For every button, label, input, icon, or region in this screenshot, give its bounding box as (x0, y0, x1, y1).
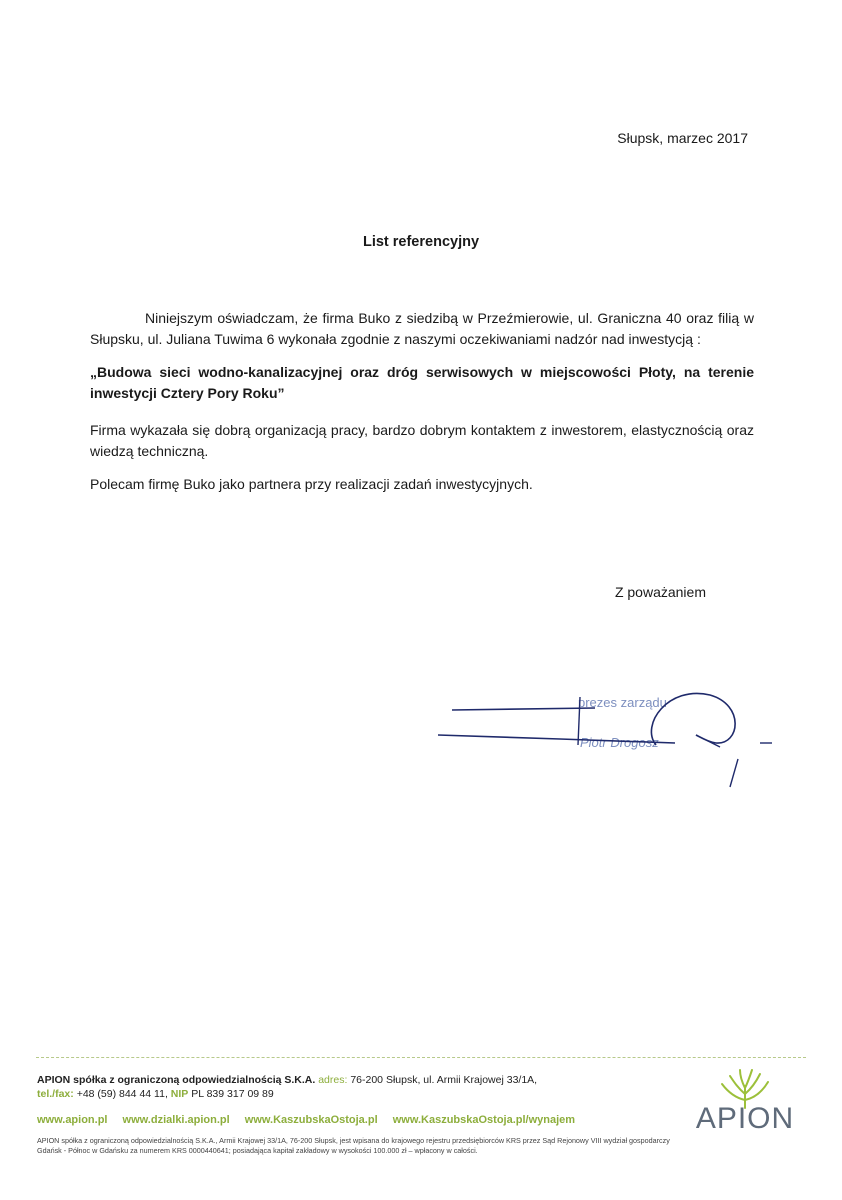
website-link[interactable]: www.apion.pl (37, 1114, 108, 1126)
signature-stamp (420, 675, 780, 800)
letter-title: List referencyjny (362, 234, 480, 250)
footer-address: 76-200 Słupsk, ul. Armii Krajowej 33/1A, (350, 1074, 538, 1086)
footer-phone: +48 (59) 844 44 11, (76, 1088, 168, 1100)
paragraph-assessment: Firma wykazała się dobrą organizacją pracy, bardzo dobrym kontaktem z inwestorem, elastycznością oraz wiedzą techniczną. (90, 422, 754, 459)
footer-phone-label: tel./fax: (37, 1088, 74, 1100)
stamp-role: prezes zarządu (578, 695, 667, 710)
footer-divider (36, 1057, 806, 1058)
footer-company: APION spółka z ograniczoną odpowiedzialnością S.K.A. (37, 1074, 316, 1086)
footer-nip-label: NIP (170, 1088, 189, 1100)
website-link[interactable]: www.dzialki.apion.pl (122, 1114, 230, 1126)
closing: Z poważaniem (614, 584, 706, 600)
website-link[interactable]: www.KaszubskaOstoja.pl/wynajem (392, 1114, 576, 1126)
website-link[interactable]: www.KaszubskaOstoja.pl (244, 1114, 378, 1126)
project-name: „Budowa sieci wodno-kanalizacyjnej oraz dróg serwisowych w miejscowości Płoty, na terenie inwestycji Cztery Pory Roku” (90, 364, 754, 401)
footer-nip: PL 839 317 09 89 (191, 1088, 274, 1100)
footer-websites (37, 1114, 677, 1126)
apion-logo-text: APION (695, 1102, 795, 1135)
footer-address-label: adres: (318, 1074, 348, 1086)
footer-company-line (37, 1074, 667, 1086)
footer-contact-line (37, 1088, 667, 1100)
paragraph-recommendation: Polecam firmę Buko jako partnera przy realizacji zadań inwestycyjnych. (90, 476, 533, 492)
place-date: Słupsk, marzec 2017 (617, 130, 748, 146)
footer-legal-notice: APION spółka z ograniczoną odpowiedzialnością S.K.A., Armii Krajowej 33/1A, 76-200 Słupsk, jest wpisana do krajowego rejestru przedsiębiorców KRS przez Sąd Rejonowy VIII wydział gospodarczy Gdańsk - Północ w Gdańsku za numerem KRS 0000440641; posiadająca kapitał zakładowy w wysokości 100.000 zł – wpłacony w całości. (37, 1136, 670, 1155)
stamp-name: Piotr Drogosz (580, 735, 659, 750)
paragraph-intro: Niniejszym oświadczam, że firma Buko z siedzibą w Przeźmierowie, ul. Graniczna 40 oraz filią w Słupsku, ul. Juliana Tuwima 6 wykonała zgodnie z naszymi oczekiwaniami nadzór nad inwestycją : (90, 310, 754, 347)
